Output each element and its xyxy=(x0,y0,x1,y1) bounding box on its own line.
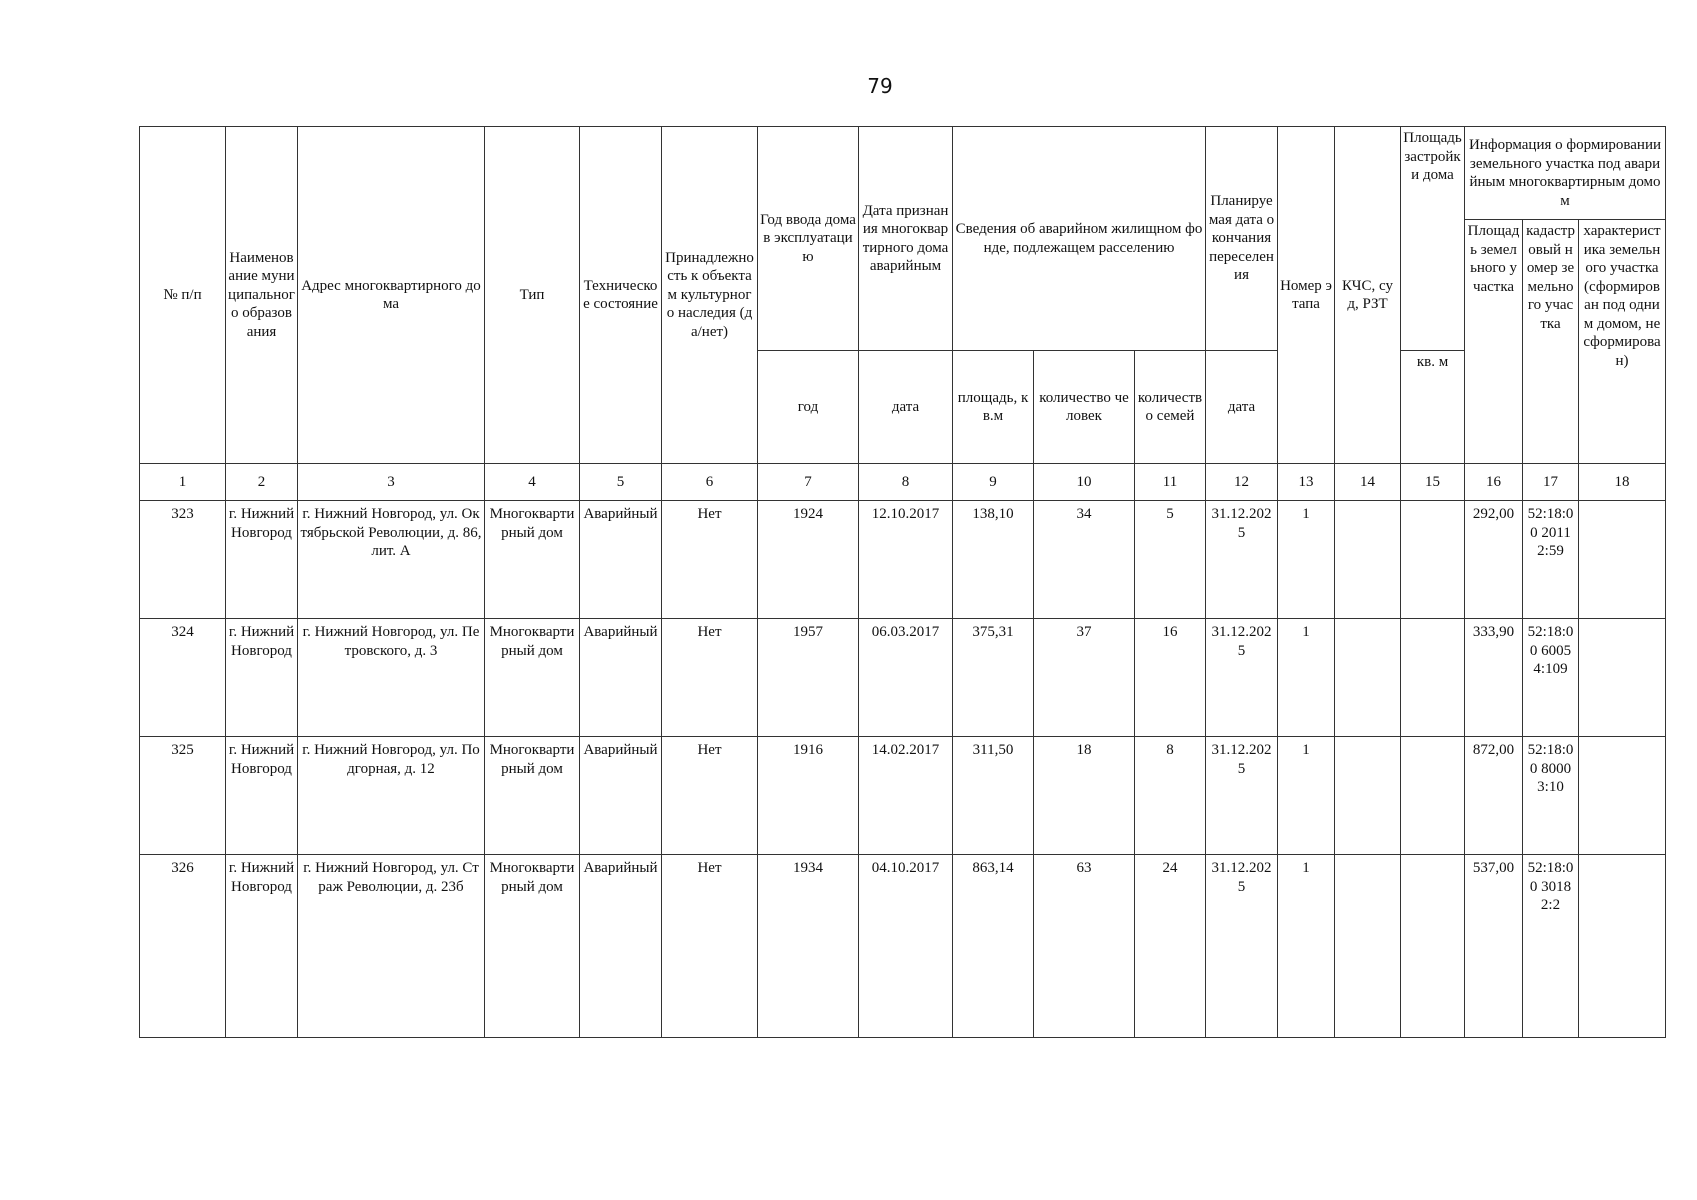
cell-stage: 1 xyxy=(1278,501,1335,619)
col-number: 11 xyxy=(1135,464,1206,501)
col-number: 7 xyxy=(758,464,859,501)
page-number: 79 xyxy=(867,74,893,98)
cell-stage: 1 xyxy=(1278,619,1335,737)
cell-land-area: 333,90 xyxy=(1465,619,1523,737)
cell-planned-date: 31.12.2025 xyxy=(1206,855,1278,1038)
col-number: 2 xyxy=(226,464,298,501)
cell-year: 1957 xyxy=(758,619,859,737)
cell-build-area xyxy=(1401,619,1465,737)
header-build-area: Площадь застройки дома xyxy=(1401,127,1465,351)
col-number: 17 xyxy=(1523,464,1579,501)
cell-land-characteristic xyxy=(1579,619,1666,737)
cell-num: 325 xyxy=(140,737,226,855)
header-sub-families: количество семей xyxy=(1135,351,1206,464)
cell-municipality: г. Нижний Новгород xyxy=(226,501,298,619)
header-heritage: Принадлежность к объектам культурного наследия (да/нет) xyxy=(662,127,758,464)
header-sub-planned-date: дата xyxy=(1206,351,1278,464)
header-condition: Техническое состояние xyxy=(580,127,662,464)
header-municipality: Наименование муниципального образования xyxy=(226,127,298,464)
col-number: 10 xyxy=(1034,464,1135,501)
cell-land-area: 537,00 xyxy=(1465,855,1523,1038)
header-recognition-date: Дата признания многоквартирного дома аварийным xyxy=(859,127,953,351)
cell-cadastral: 52:18:00 80003:10 xyxy=(1523,737,1579,855)
cell-build-area xyxy=(1401,855,1465,1038)
col-number: 12 xyxy=(1206,464,1278,501)
col-number: 8 xyxy=(859,464,953,501)
col-number: 13 xyxy=(1278,464,1335,501)
cell-type: Многоквартирный дом xyxy=(485,619,580,737)
header-land-area: Площадь земельного участка xyxy=(1465,220,1523,464)
header-num: № п/п xyxy=(140,127,226,464)
cell-kchs xyxy=(1335,619,1401,737)
cell-land-characteristic xyxy=(1579,501,1666,619)
cell-address: г. Нижний Новгород, ул. Петровского, д. 3 xyxy=(298,619,485,737)
cell-planned-date: 31.12.2025 xyxy=(1206,619,1278,737)
cell-area: 138,10 xyxy=(953,501,1034,619)
col-number: 14 xyxy=(1335,464,1401,501)
header-land-info: Информация о формировании земельного участка под аварийным многоквартирным домом xyxy=(1465,127,1666,220)
header-sub-people: количество человек xyxy=(1034,351,1135,464)
cell-planned-date: 31.12.2025 xyxy=(1206,737,1278,855)
header-sub-area: площадь, кв.м xyxy=(953,351,1034,464)
table-row xyxy=(140,855,1666,1038)
table-row xyxy=(140,737,1666,855)
col-number: 4 xyxy=(485,464,580,501)
cell-type: Многоквартирный дом xyxy=(485,855,580,1038)
cell-stage: 1 xyxy=(1278,855,1335,1038)
cell-year: 1934 xyxy=(758,855,859,1038)
cell-heritage: Нет xyxy=(662,855,758,1038)
cell-type: Многоквартирный дом xyxy=(485,737,580,855)
cell-area: 311,50 xyxy=(953,737,1034,855)
cell-year: 1924 xyxy=(758,501,859,619)
header-sub-build-area-unit: кв. м xyxy=(1401,351,1465,464)
col-number: 1 xyxy=(140,464,226,501)
header-stage: Номер этапа xyxy=(1278,127,1335,464)
header-commission-year: Год ввода дома в эксплуатацию xyxy=(758,127,859,351)
header-cadastral: кадастровый номер земельного участка xyxy=(1523,220,1579,464)
header-sub-date: дата xyxy=(859,351,953,464)
cell-municipality: г. Нижний Новгород xyxy=(226,619,298,737)
table-row xyxy=(140,619,1666,737)
cell-families: 24 xyxy=(1135,855,1206,1038)
cell-recognition-date: 04.10.2017 xyxy=(859,855,953,1038)
cell-families: 5 xyxy=(1135,501,1206,619)
cell-condition: Аварийный xyxy=(580,855,662,1038)
cell-kchs xyxy=(1335,855,1401,1038)
cell-address: г. Нижний Новгород, ул. Октябрьской Революции, д. 86, лит. А xyxy=(298,501,485,619)
cell-build-area xyxy=(1401,501,1465,619)
header-land-characteristic: характеристика земельного участка (сформирован под одним домом, не сформирован) xyxy=(1579,220,1666,464)
cell-num: 324 xyxy=(140,619,226,737)
cell-heritage: Нет xyxy=(662,619,758,737)
cell-people: 18 xyxy=(1034,737,1135,855)
column-numbers-row xyxy=(140,464,1666,501)
cell-stage: 1 xyxy=(1278,737,1335,855)
cell-recognition-date: 06.03.2017 xyxy=(859,619,953,737)
cell-land-characteristic xyxy=(1579,737,1666,855)
header-address: Адрес многоквартирного дома xyxy=(298,127,485,464)
col-number: 3 xyxy=(298,464,485,501)
cell-type: Многоквартирный дом xyxy=(485,501,580,619)
col-number: 6 xyxy=(662,464,758,501)
cell-recognition-date: 14.02.2017 xyxy=(859,737,953,855)
emergency-housing-table xyxy=(139,126,1666,1038)
cell-cadastral: 52:18:00 60054:109 xyxy=(1523,619,1579,737)
cell-condition: Аварийный xyxy=(580,501,662,619)
header-resettlement-info: Сведения об аварийном жилищном фонде, подлежащем расселению xyxy=(953,127,1206,351)
cell-build-area xyxy=(1401,737,1465,855)
cell-municipality: г. Нижний Новгород xyxy=(226,855,298,1038)
cell-area: 375,31 xyxy=(953,619,1034,737)
col-number: 15 xyxy=(1401,464,1465,501)
cell-kchs xyxy=(1335,737,1401,855)
cell-recognition-date: 12.10.2017 xyxy=(859,501,953,619)
header-sub-year: год xyxy=(758,351,859,464)
header-kchs: КЧС, суд, РЗТ xyxy=(1335,127,1401,464)
cell-land-area: 292,00 xyxy=(1465,501,1523,619)
cell-families: 16 xyxy=(1135,619,1206,737)
table-row xyxy=(140,501,1666,619)
col-number: 18 xyxy=(1579,464,1666,501)
cell-year: 1916 xyxy=(758,737,859,855)
cell-num: 326 xyxy=(140,855,226,1038)
cell-address: г. Нижний Новгород, ул. Подгорная, д. 12 xyxy=(298,737,485,855)
cell-num: 323 xyxy=(140,501,226,619)
cell-people: 63 xyxy=(1034,855,1135,1038)
cell-kchs xyxy=(1335,501,1401,619)
cell-planned-date: 31.12.2025 xyxy=(1206,501,1278,619)
header-planned-end: Планируемая дата окончания переселения xyxy=(1206,127,1278,351)
header-type: Тип xyxy=(485,127,580,464)
cell-condition: Аварийный xyxy=(580,737,662,855)
cell-condition: Аварийный xyxy=(580,619,662,737)
cell-families: 8 xyxy=(1135,737,1206,855)
cell-people: 37 xyxy=(1034,619,1135,737)
cell-cadastral: 52:18:00 20112:59 xyxy=(1523,501,1579,619)
col-number: 16 xyxy=(1465,464,1523,501)
cell-address: г. Нижний Новгород, ул. Страж Революции, д. 23б xyxy=(298,855,485,1038)
col-number: 5 xyxy=(580,464,662,501)
cell-heritage: Нет xyxy=(662,737,758,855)
col-number: 9 xyxy=(953,464,1034,501)
cell-land-characteristic xyxy=(1579,855,1666,1038)
cell-people: 34 xyxy=(1034,501,1135,619)
cell-land-area: 872,00 xyxy=(1465,737,1523,855)
cell-area: 863,14 xyxy=(953,855,1034,1038)
cell-municipality: г. Нижний Новгород xyxy=(226,737,298,855)
cell-cadastral: 52:18:00 30182:2 xyxy=(1523,855,1579,1038)
cell-heritage: Нет xyxy=(662,501,758,619)
